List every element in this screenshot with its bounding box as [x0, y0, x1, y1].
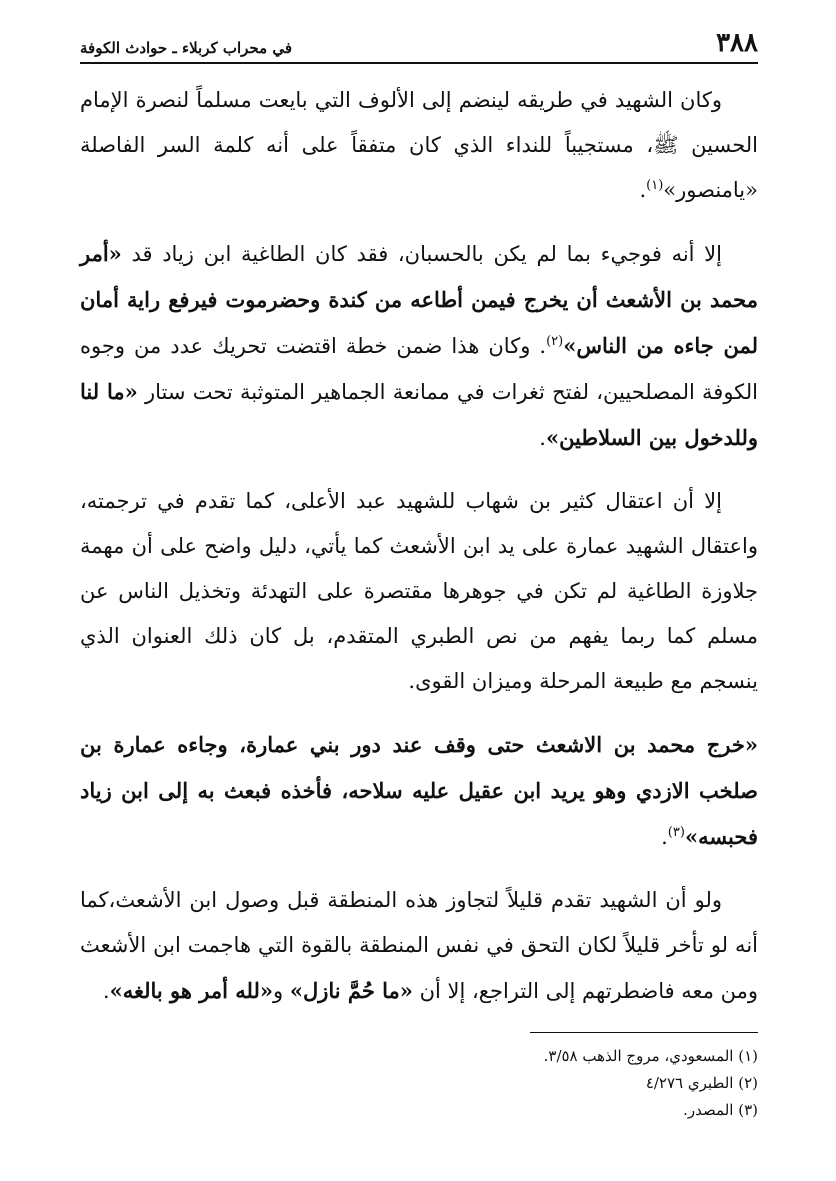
paragraph-3-text: إلا أن اعتقال كثير بن شهاب للشهيد عبد الأعلى، كما تقدم في ترجمته، واعتقال الشهيد عمارة على يد ابن الأشعث كما يأتي، دليل واضح على أن مهمة جلاوزة الطاغية لم تكن في جوهرها مقتصرة على التهدئة وتخذيل الناس عن مسلم كما ربما يفهم من نص الطبري المتقدم، بل كان ذلك العنوان الذي ينسجم مع طبيعة المرحلة وميزان القوى. [80, 489, 758, 693]
paragraph-5-end: . [102, 979, 110, 1003]
footnote-2: (٢) الطبري ٤/٢٧٦ [645, 1074, 758, 1092]
page-header [80, 30, 758, 64]
paragraph-2-quote-2: «ما لنا وللدخول بين السلاطين» [80, 379, 758, 450]
paragraph-5-quote-2: «لله أمر هو بالغه» [109, 978, 273, 1003]
footnote-ref-2: (٢) [546, 334, 564, 349]
paragraph-5-quote-1: «ما حُمَّ نازل» [289, 978, 413, 1003]
paragraph-4 [80, 722, 758, 860]
paragraph-1-end: . [639, 178, 647, 202]
paragraph-4-quote: «خرج محمد بن الاشعث حتى وقف عند دور بني عمارة، وجاءه عمارة بن صلخب الازدي وهو يريد ابن عقيل عليه سلاحه، فأخذه فبعث به إلى ابن زياد فحبسه» [80, 732, 758, 849]
paragraph-5-text: ولو أن الشهيد تقدم قليلاً لتجاوز هذه المنطقة قبل وصول ابن الأشعث،كما أنه لو تأخر قليلاً لكان التحق في نفس المنطقة بالقوة التي هاجمت ابن الأشعث ومن معه فاضطرتهم إلى التراجع، إلا أن [80, 888, 758, 1003]
paragraph-3 [80, 479, 758, 704]
paragraph-2-quote-1: «أمر محمد بن الأشعث أن يخرج فيمن أطاعه من كندة وحضرموت فيرفع راية أمان لمن جاءه من الناس» [80, 241, 758, 358]
footnote-3: (٣) المصدر. [683, 1101, 758, 1119]
paragraph-1-text: وكان الشهيد في طريقه لينضم إلى الألوف التي بايعت مسلماً لنصرة الإمام الحسين ﷺ، مستجيباً للنداء الذي كان متفقاً على أنه كلمة السر الفاصلة «يامنصور» [80, 88, 758, 202]
footnotes [80, 1043, 758, 1124]
paragraph-4-end: . [661, 825, 668, 849]
body-text [80, 78, 758, 1014]
footnote-1: (١) المسعودي، مروج الذهب ٣/٥٨. [543, 1047, 758, 1065]
paragraph-2-text-2: . وكان هذا ضمن خطة اقتضت تحريك عدد من وجوه الكوفة المصلحيين، لفتح ثغرات في ممانعة الجماهير المتوثبة تحت ستار [80, 334, 758, 404]
paragraph-2-text: إلا أنه فوجيء بما لم يكن بالحسبان، فقد كان الطاغية ابن زياد قد [121, 242, 722, 266]
paragraph-2 [80, 231, 758, 461]
paragraph-5 [80, 878, 758, 1014]
footnote-ref-3: (٣) [667, 825, 685, 840]
paragraph-1 [80, 78, 758, 213]
footnote-separator [530, 1032, 758, 1033]
paragraph-5-text-2: و [272, 979, 290, 1003]
paragraph-2-end: . [539, 426, 546, 450]
footnote-ref-1: (١) [646, 178, 664, 193]
page-number: ٣٨٨ [716, 28, 758, 58]
running-title: في محراب كربلاء ـ حوادث الكوفة [80, 39, 293, 57]
